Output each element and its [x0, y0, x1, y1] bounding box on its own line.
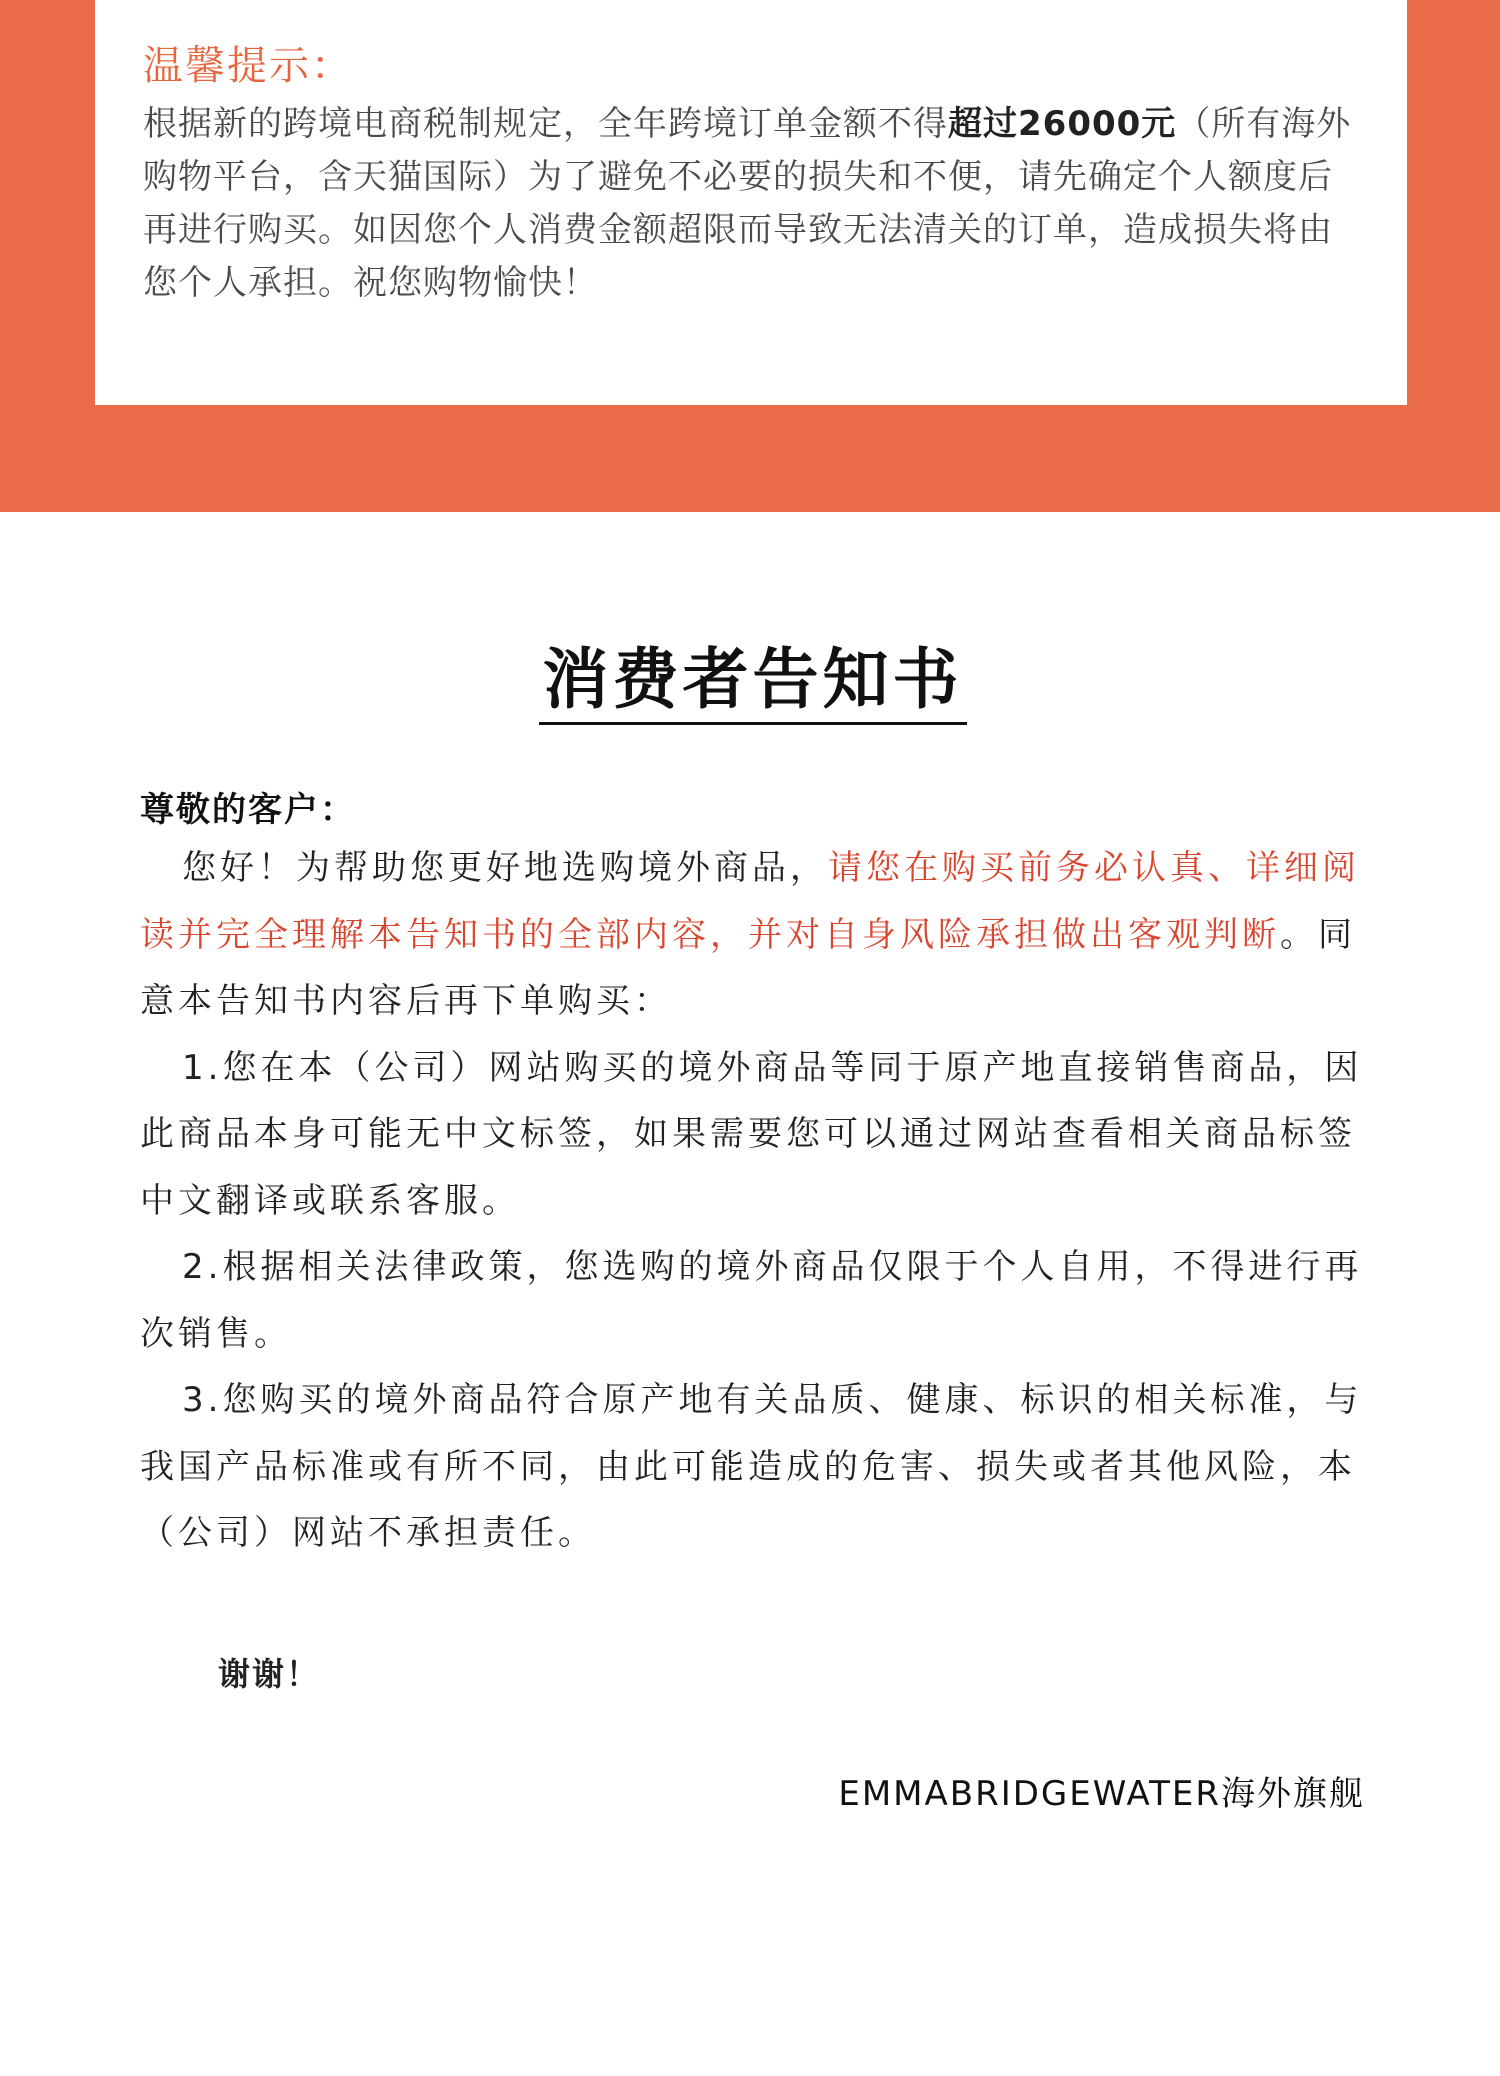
- signature: EMMABRIDGEWATER海外旗舰: [838, 1773, 1365, 1814]
- item-1: 1.您在本（公司）网站购买的境外商品等同于原产地直接销售商品，因此商品本身可能无中文标签，如果需要您可以通过网站查看相关商品标签中文翻译或联系客服。: [140, 1047, 1363, 1221]
- item-2: 2.根据相关法律政策，您选购的境外商品仅限于个人自用，不得进行再次销售。: [140, 1247, 1363, 1354]
- consumer-notice: [140, 640, 1365, 1819]
- notice-body-part1: 根据新的跨境电商税制规定，全年跨境订单金额不得: [143, 104, 948, 144]
- document-title-wrap: [140, 640, 1365, 725]
- notice-body: [143, 98, 1359, 310]
- greeting: 尊敬的客户：: [140, 790, 356, 830]
- notice-body-bold: 超过26000元: [948, 104, 1177, 144]
- intro-highlight: 请您在购买前务必认真、详细阅读并完全理解本告知书的全部内容，并对自身风险承担做出客观判断: [140, 848, 1360, 955]
- document-title: 消费者告知书: [539, 640, 967, 725]
- top-orange-band: [0, 0, 1500, 512]
- intro-part2: 。同意本告知书内容后再下单购买：: [140, 914, 1356, 1021]
- item-3: 3.您购买的境外商品符合原产地有关品质、健康、标识的相关标准，与我国产品标准或有所不同，由此可能造成的危害、损失或者其他风险，本（公司）网站不承担责任。: [140, 1380, 1363, 1553]
- thanks: 谢谢！: [218, 1654, 321, 1693]
- notice-body-part2: （所有海外购物平台，含天猫国际）为了避免不必要的损失和不便，请先确定个人额度后再进行购买。如因您个人消费金额超限而导致无法清关的订单，造成损失将由您个人承担。祝您购物愉快！: [143, 104, 1352, 303]
- notice-card: [95, 0, 1407, 405]
- intro-part1: 您好！为帮助您更好地选购境外商品，: [182, 848, 828, 888]
- notice-title: 温馨提示：: [143, 43, 353, 89]
- intro-paragraph: [140, 835, 1365, 1035]
